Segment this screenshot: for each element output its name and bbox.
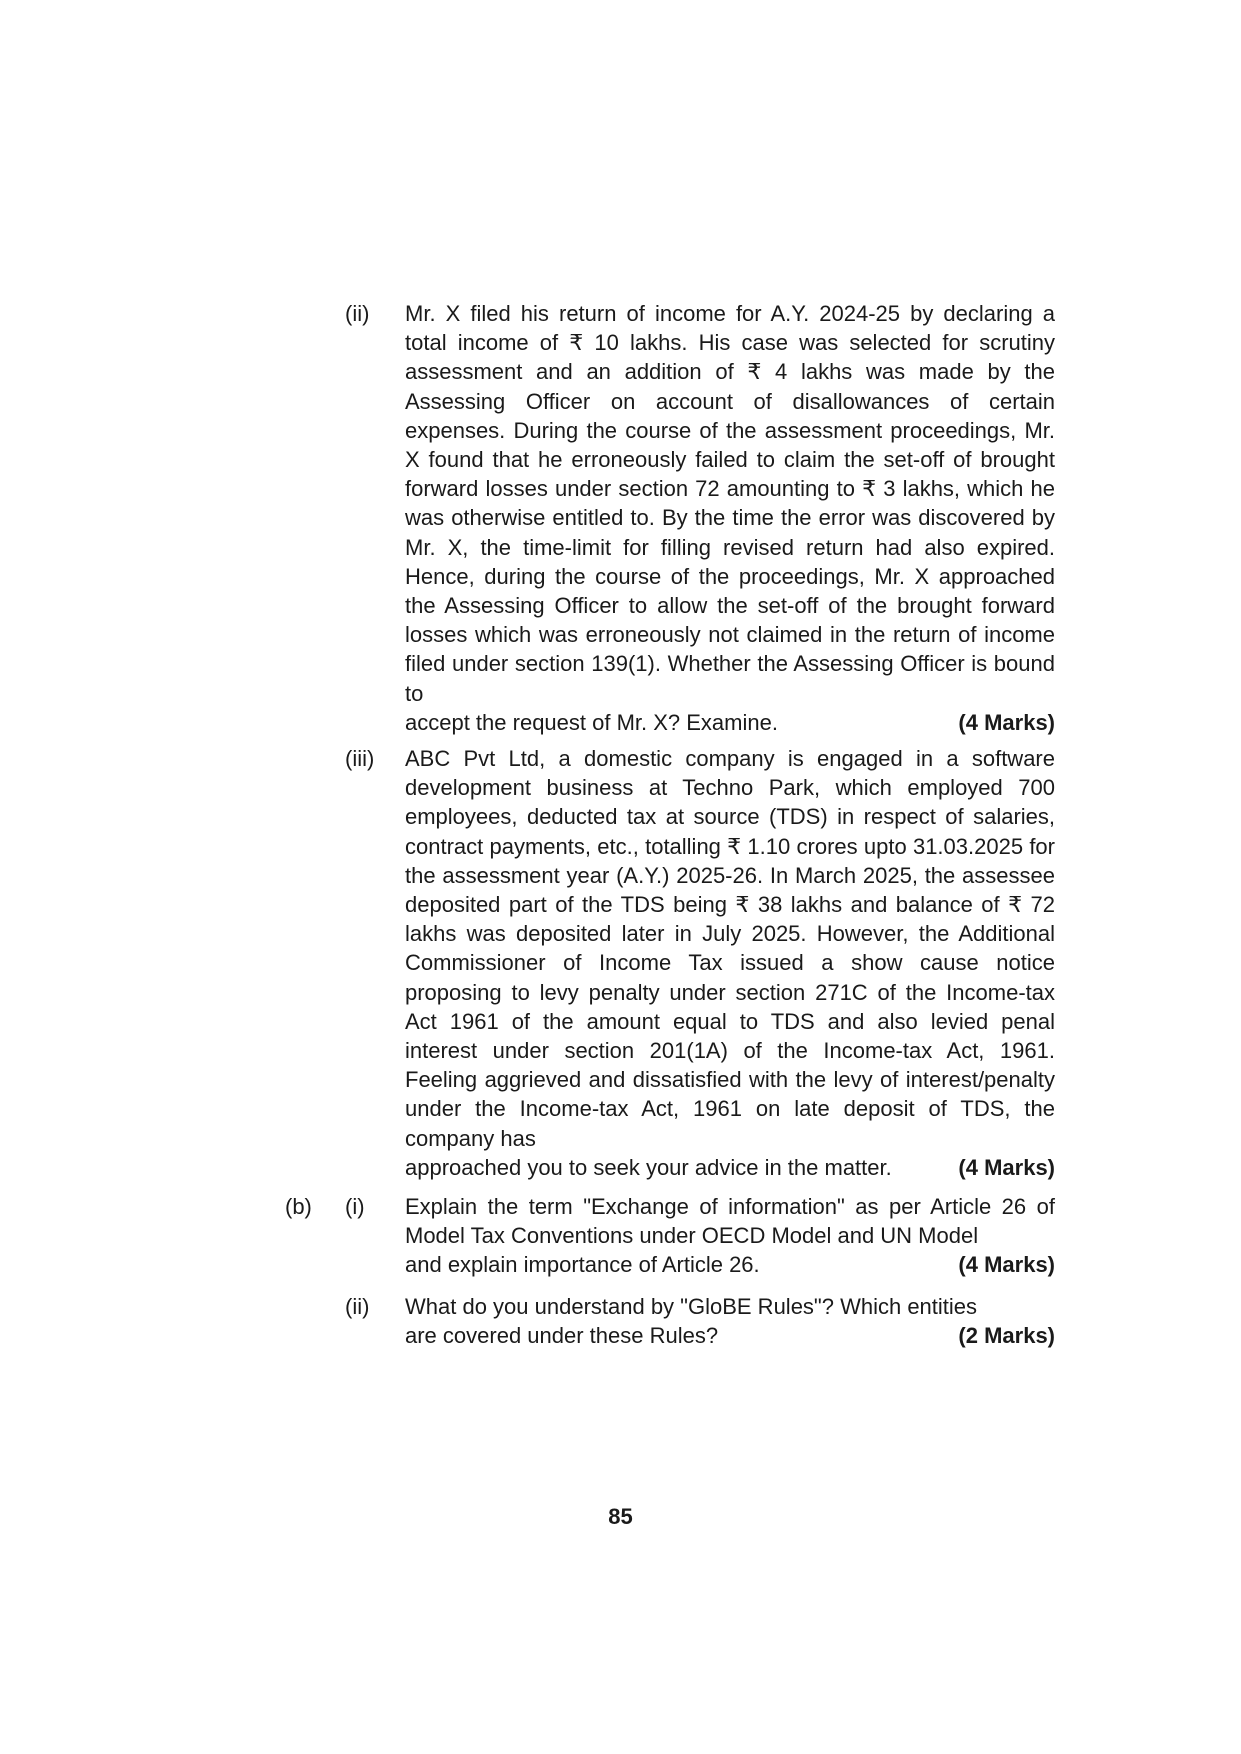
question-last-line [405,708,1055,737]
question-number: (ii) [345,301,370,326]
marks-label: (4 Marks) [958,1252,1055,1278]
question-b-ii [345,1292,1055,1350]
question-text: What do you understand by "GloBE Rules"? Which entities [405,1294,978,1319]
marks-label: (4 Marks) [958,1154,1055,1180]
part-label-b: (b) [285,1194,312,1219]
page-number: 85 [608,1504,633,1529]
marks-label: (2 Marks) [958,1323,1055,1349]
question-text: ABC Pvt Ltd, a domestic company is engaged in a software development business at Techno Park, which employed 700 employees, deducted tax at source (TDS) in respect of salaries, contract payments, etc., totalling ₹ 1.10 crores upto 31.03.2025 for the assessment year (A.Y.) 2025-26. In March 2025, the assessee deposited part of the TDS being ₹ 38 lakhs and balance of ₹ 72 lakhs was deposited later in July 2025. However, the Additional Commissioner of Income Tax issued a show cause notice proposing to levy penalty under section 271C of the Income-tax Act 1961 of the amount equal to TDS and also levied penal interest under section 201(1A) of the Income-tax Act, 1961. Feeling aggrieved and dissatisfied with the levy of interest/penalty under the Income-tax Act, 1961 on late deposit of TDS, the company has [405,746,1055,1151]
question-a-iii [345,744,1055,1182]
question-text: Explain the term "Exchange of information" as per Article 26 of Model Tax Conventions under OECD Model and UN Model [405,1194,1055,1249]
question-last-line [405,1321,1055,1350]
question-last-line [405,1250,1055,1279]
question-body [405,1292,1055,1350]
question-text-end: accept the request of Mr. X? Examine. [405,709,778,735]
question-b-i [345,1192,1055,1280]
question-text-end: and explain importance of Article 26. [405,1252,760,1278]
question-text-end: approached you to seek your advice in the matter. [405,1154,892,1180]
question-last-line [405,1153,1055,1182]
question-body [405,1192,1055,1280]
question-text-end: are covered under these Rules? [405,1323,719,1349]
question-number: (i) [345,1194,365,1219]
question-number: (iii) [345,746,375,771]
question-body [405,744,1055,1182]
question-body [405,299,1055,737]
question-number: (ii) [345,1294,370,1319]
marks-label: (4 Marks) [958,709,1055,735]
question-a-ii [345,299,1055,737]
question-text: Mr. X filed his return of income for A.Y. 2024-25 by declaring a total income of ₹ 10 lakhs. His case was selected for scrutiny assessment and an addition of ₹ 4 lakhs was made by the Assessing Officer on account of disallowances of certain expenses. During the course of the assessment proceedings, Mr. X found that he erroneously failed to claim the set-off of brought forward losses under section 72 amounting to ₹ 3 lakhs, which he was otherwise entitled to. By the time the error was discovered by Mr. X, the time-limit for filling revised return had also expired. Hence, during the course of the proceedings, Mr. X approached the Assessing Officer to allow the set-off of the brought forward losses which was erroneously not claimed in the return of income filed under section 139(1). Whether the Assessing Officer is bound to [405,301,1055,706]
